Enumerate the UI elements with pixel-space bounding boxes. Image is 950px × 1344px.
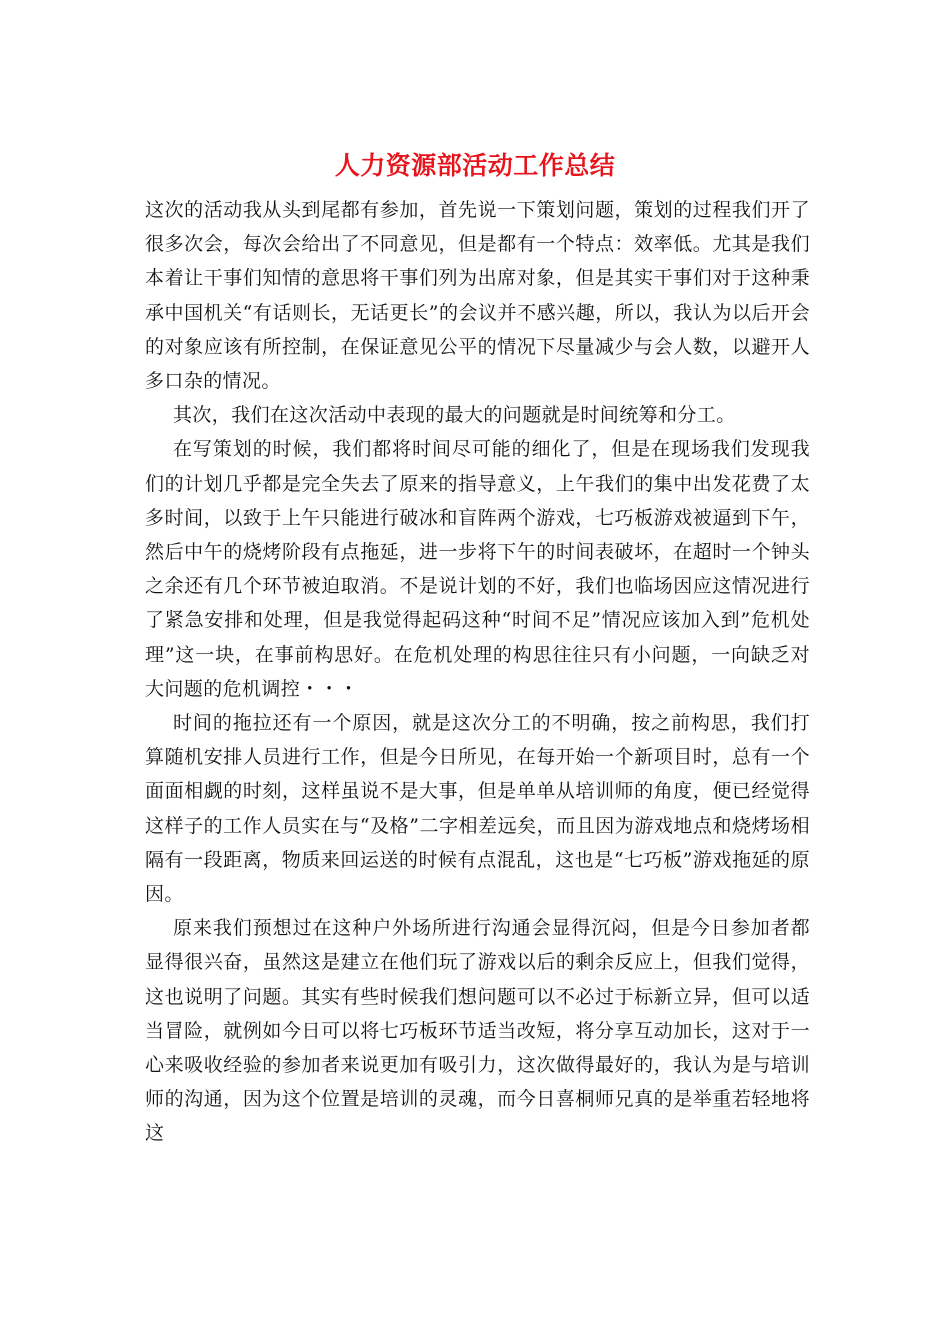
paragraph-time-issue: 其次，我们在这次活动中表现的最大的问题就是时间统筹和分工。 xyxy=(173,404,736,427)
document-title: 人力资源部活动工作总结 xyxy=(334,151,616,180)
paragraph-communication: 原来我们预想过在这种户外场所进行沟通会显得沉闷，但是今日参加者都显得很兴奋，虽然这是建立在他们玩了游戏以后的剩余反应上，但我们觉得，这也说明了问题。其实有些时候我们想问题可以不必过于标新立异，但可以适当冒险，就例如今日可以将七巧板环节适当改短，将分享互动加长，这对于一心来吸收经验的参加者来说更加有吸引力，这次做得最好的，我认为是与培训师的沟通，因为这个位置是培训的灵魂，而今日喜桐师兄真的是举重若轻地将这 xyxy=(145,917,810,1145)
document-body xyxy=(145,193,810,1151)
paragraph-schedule: 在写策划的时候，我们都将时间尽可能的细化了，但是在现场我们发现我们的计划几乎都是完全失去了原来的指导意义，上午我们的集中出发花费了太多时间，以致于上午只能进行破冰和盲阵两个游戏，七巧板游戏被逼到下午，然后中午的烧烤阶段有点拖延，进一步将下午的时间表破坏，在超时一个钟头之余还有几个环节被迫取消。不是说计划的不好，我们也临场因应这情况进行了紧急安排和处理，但是我觉得起码这种“时间不足”情况应该加入到”危机处理”这一块，在事前构思好。在危机处理的构思往往只有小问题，一向缺乏对大问题的危机调控・・・ xyxy=(145,438,810,700)
paragraph-division-of-labor: 时间的拖拉还有一个原因，就是这次分工的不明确，按之前构思，我们打算随机安排人员进行工作，但是今日所见，在每开始一个新项目时，总有一个面面相觑的时刻，这样虽说不是大事，但是单单从培训师的角度，便已经觉得这样子的工作人员实在与“及格”二字相差远矣，而且因为游戏地点和烧烤场相隔有一段距离，物质来回运送的时候有点混乱，这也是“七巧板”游戏拖延的原因。 xyxy=(145,712,810,906)
paragraph-planning: 这次的活动我从头到尾都有参加，首先说一下策划问题，策划的过程我们开了很多次会，每次会给出了不同意见，但是都有一个特点：效率低。尤其是我们本着让干事们知情的意思将干事们列为出席对象，但是其实干事们对于这种秉承中国机关“有话则长，无话更长”的会议并不感兴趣，所以，我认为以后开会的对象应该有所控制，在保证意见公平的情况下尽量减少与会人数，以避开人多口杂的情况。 xyxy=(145,199,810,393)
